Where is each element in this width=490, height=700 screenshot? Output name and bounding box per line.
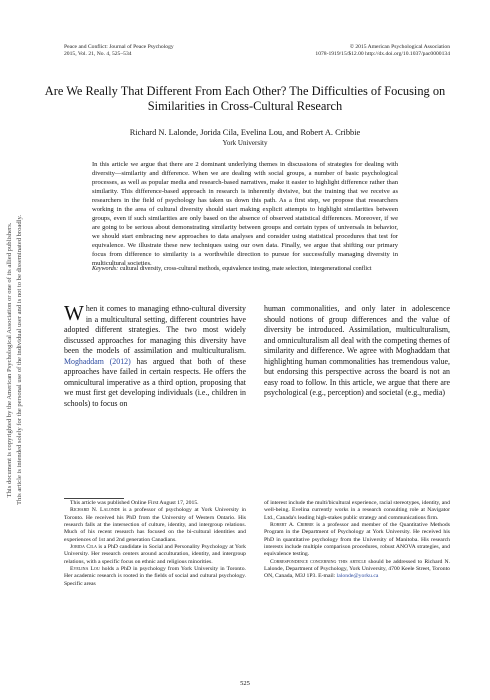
footnote-rule xyxy=(64,498,124,499)
footnote-text: is a professor and member of the Quantitative Methods Program in the Department of Psychology at York University. He received his PhD in quantitative psychology from the University of Manitoba. His research interests include multiple comparison procedures, robust ANOVA strategies, and equivalence testing. xyxy=(264,522,450,558)
footnote-text: is a professor of psychology at York University in Toronto. He received his PhD from the University of Western Ontario. His research falls at the intersection of culture, identity, and intergroup relations. Much of his recent research has focused on the bi-cultural identities and experiences of 1st and 2nd generation Canadians. xyxy=(64,507,247,543)
footnote-author-cila xyxy=(64,544,246,566)
footnote-lead: Correspondence concerning this article xyxy=(270,558,367,565)
body-text-2: has argued that both of these approaches have failed in certain respects. He offers the omnicultural imperative as a third option, proposing that we must first get developing individuals (i.e., children in schools) to focus on xyxy=(64,356,246,408)
keywords xyxy=(92,265,398,274)
affiliation: York University xyxy=(222,139,268,147)
article-title: Are We Really That Different From Each Other? The Difficulties of Focusing on Similarities in Cross-Cultural Research xyxy=(44,84,446,113)
footnote-correspondence xyxy=(264,559,450,581)
footnote-author-lou xyxy=(64,566,246,588)
abstract: In this article we argue that there are 2 dominant underlying themes in discussions of strategies for dealing with diversity—similarity and difference. When we are dealing with social groups, a number of basic psychological processes, as well as popular media and research-based narratives, make it easier to highlight difference rather than similarity. This difference-based approach in research is inherently divisive, but the training that we receive as researchers in the field of psychology has taken us down this path. As a first step, we propose that researchers working in the area of cultural diversity should start making explicit attempts to highlight similarities between groups, even if such similarities are only based on the absence of observed statistical differences. Moreover, if we are going to be serious about demonstrating similarity between groups and certain types of universals in behavior, we should start embracing new approaches to data analyses and consider using statistical procedures that test for equivalence. We illustrate these new techniques using our own data. Finally, we argue that shifting our primary focus from difference to similarity is a worthwhile direction to pursue for successfully managing diversity in multicultural societies. xyxy=(92,161,398,267)
footnote-text: should be addressed to Richard N. Lalonde, Department of Psychology, York University, 4700 Keele Street, Toronto ON, Canada, M3J 1P3. E-mail: xyxy=(264,558,451,580)
footnote-author-lalonde xyxy=(64,507,246,544)
footnote-text: holds a PhD in psychology from York University in Toronto. Her academic research is rooted in the fields of social and cultural psychology. Specific areas xyxy=(64,566,246,587)
journal-header-left xyxy=(64,44,174,58)
citation-link[interactable]: Moghaddam (2012) xyxy=(64,356,131,366)
footnote-author-name: Evelina Lou xyxy=(70,566,100,573)
footnotes-right xyxy=(264,500,450,581)
footnote-lou-continued: of interest include the multi/bicultural experience, racial stereotypes, identity, and well-being. Evelina currently works in a research consulting role at Navigator Ltd., Canada's leading high-stakes public strategy and communications firm. xyxy=(264,500,450,521)
footnote-author-name: Jorida Cila xyxy=(70,544,97,551)
email-link[interactable]: lalonde@yorku.ca xyxy=(336,573,379,580)
footnote-author-name: Richard N. Lalonde xyxy=(70,507,120,514)
doi-line[interactable]: 1078-1919/15/$12.00 http://dx.doi.org/10.1037/pac0000134 xyxy=(315,51,450,57)
keywords-text: cultural diversity, cross-cultural methods, equivalence testing, mate selection, intergenerational conflict xyxy=(118,266,372,272)
copyright-line: © 2015 American Psychological Association xyxy=(349,44,450,50)
footnote-text: is a PhD candidate in Social and Personality Psychology at York University. Her research centers around acculturation, identity, and intergroup relations, with a specific focus on ethnic and religious minorities. xyxy=(64,544,246,565)
footnotes-left xyxy=(64,500,246,588)
body-column-left xyxy=(64,301,246,409)
copyright-sidebar xyxy=(5,90,25,630)
footnote-author-name: Robert A. Cribbie xyxy=(270,522,314,529)
page-number: 525 xyxy=(240,680,250,687)
sidebar-line-1: This document is copyrighted by the American Psychological Association or one of its allied publishers. xyxy=(6,222,13,498)
body-column-right: human commonalities, and only later in adolescence should notions of group differences and the value of diversity be introduced. Assimilation, multiculturalism, and omniculturalism all deal with the competing themes of similarity and difference. We agree with Moghaddam that highlighting human commonalities has tremendous value, but endorsing this perspective across the board is not an easy road to follow. In this article, we argue that there are psychological (e.g., perception) and societal (e.g., media) xyxy=(264,304,450,397)
footnote-author-cribbie xyxy=(264,522,450,559)
body-text-1: hen it comes to managing ethno-cultural diversity in a multicultural setting, different countries have adopted different strategies. The two most widely discussed approaches for managing this diversity have been the models of assimilation and multiculturalism. xyxy=(64,304,246,355)
sidebar-line-2: This article is intended solely for the personal use of the individual user and is not to be disseminated broadly. xyxy=(16,215,23,505)
journal-header-right xyxy=(315,44,450,58)
footnote-text: This article was published Online First August 17, 2015. xyxy=(70,500,199,506)
journal-name: Peace and Conflict: Journal of Peace Psychology xyxy=(64,44,174,50)
journal-volume: 2015, Vol. 21, No. 4, 525–534 xyxy=(64,51,132,57)
author-list: Richard N. Lalonde, Jorida Cila, Evelina Lou, and Robert A. Cribbie xyxy=(129,128,361,137)
keywords-label: Keywords: xyxy=(92,266,119,272)
drop-cap: W xyxy=(64,301,84,325)
